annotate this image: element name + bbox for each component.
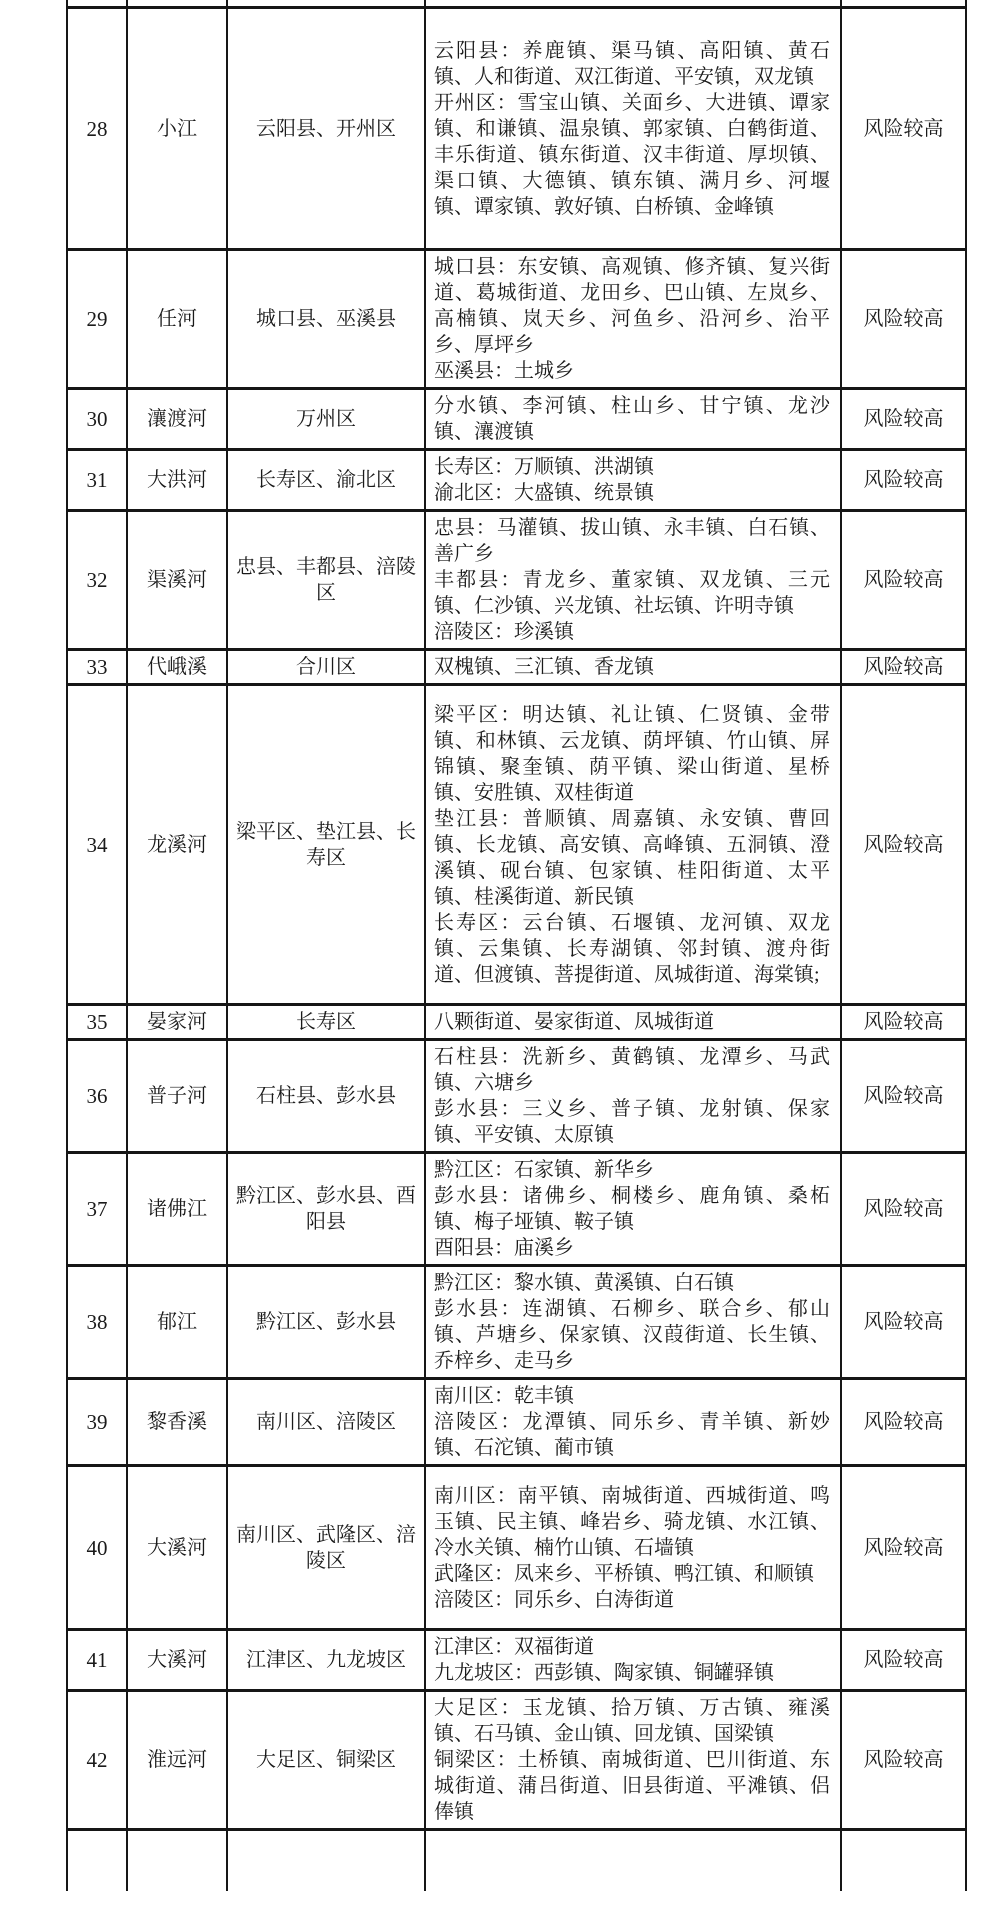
row-number-cell: 39 bbox=[67, 1379, 127, 1466]
risk-level-cell: 风险较高 bbox=[841, 1630, 966, 1691]
row-number-cell: 34 bbox=[67, 685, 127, 1005]
towns-cell bbox=[425, 250, 841, 389]
row-number-cell: 42 bbox=[67, 1691, 127, 1830]
towns-segment: 彭水县：三义乡、普子镇、龙射镇、保家镇、平安镇、太原镇 bbox=[434, 1098, 830, 1146]
towns-segment: 双槐镇、三汇镇、香龙镇 bbox=[434, 656, 654, 678]
towns-cell bbox=[425, 511, 841, 650]
districts-cell: 忠县、丰都县、涪陵区 bbox=[227, 511, 425, 650]
districts-cell: 石柱县、彭水县 bbox=[227, 1040, 425, 1153]
towns-segment: 黔江区：石家镇、新华乡 bbox=[434, 1159, 654, 1181]
districts-cell: 南川区、涪陵区 bbox=[227, 1379, 425, 1466]
clipped-previous-row bbox=[67, 0, 966, 8]
river-name-cell: 小江 bbox=[127, 8, 227, 250]
table-row bbox=[67, 511, 966, 650]
river-name-cell: 代峨溪 bbox=[127, 650, 227, 685]
towns-segment: 长寿区：万顺镇、洪湖镇 bbox=[434, 456, 654, 478]
towns-cell bbox=[425, 389, 841, 450]
risk-level-cell: 风险较高 bbox=[841, 685, 966, 1005]
table-row bbox=[67, 1691, 966, 1830]
risk-level-cell: 风险较高 bbox=[841, 250, 966, 389]
row-number-cell: 37 bbox=[67, 1153, 127, 1266]
towns-segment: 忠县：马灌镇、拔山镇、永丰镇、白石镇、善广乡 bbox=[434, 517, 830, 565]
towns-segment: 黔江区：黎水镇、黄溪镇、白石镇 bbox=[434, 1272, 734, 1294]
towns-cell bbox=[425, 1691, 841, 1830]
risk-level-cell: 风险较高 bbox=[841, 8, 966, 250]
risk-level-cell: 风险较高 bbox=[841, 1466, 966, 1630]
towns-segment: 大足区：玉龙镇、拾万镇、万古镇、雍溪镇、石马镇、金山镇、回龙镇、国梁镇 bbox=[434, 1697, 830, 1745]
table-row bbox=[67, 1040, 966, 1153]
table-row bbox=[67, 250, 966, 389]
districts-cell: 长寿区、渝北区 bbox=[227, 450, 425, 511]
table-row bbox=[67, 1266, 966, 1379]
river-risk-table bbox=[66, 0, 967, 1891]
towns-segment: 云阳县：养鹿镇、渠马镇、高阳镇、黄石镇、人和街道、双江街道、平安镇，双龙镇 bbox=[434, 39, 830, 88]
towns-segment: 江津区：双福街道 bbox=[434, 1636, 594, 1658]
river-name-cell: 黎香溪 bbox=[127, 1379, 227, 1466]
risk-level-cell: 风险较高 bbox=[841, 1379, 966, 1466]
districts-cell: 合川区 bbox=[227, 650, 425, 685]
table-row bbox=[67, 389, 966, 450]
towns-segment: 涪陵区：龙潭镇、同乐乡、青羊镇、新妙镇、石沱镇、蔺市镇 bbox=[434, 1411, 830, 1459]
towns-segment: 彭水县：诸佛乡、桐楼乡、鹿角镇、桑柘镇、梅子垭镇、鞍子镇 bbox=[434, 1185, 830, 1233]
risk-level-cell: 风险较高 bbox=[841, 511, 966, 650]
row-number-cell: 29 bbox=[67, 250, 127, 389]
towns-segment: 酉阳县：庙溪乡 bbox=[434, 1237, 574, 1259]
row-number-cell: 35 bbox=[67, 1005, 127, 1040]
towns-segment: 南川区：南平镇、南城街道、西城街道、鸣玉镇、民主镇、峰岩乡、骑龙镇、水江镇、冷水关镇、楠竹山镇、石墙镇 bbox=[434, 1484, 830, 1559]
towns-cell bbox=[425, 1266, 841, 1379]
risk-level-cell: 风险较高 bbox=[841, 450, 966, 511]
districts-cell: 南川区、武隆区、涪陵区 bbox=[227, 1466, 425, 1630]
risk-level-cell: 风险较高 bbox=[841, 1266, 966, 1379]
towns-segment: 南川区：乾丰镇 bbox=[434, 1385, 574, 1407]
towns-cell bbox=[425, 1466, 841, 1630]
table-row bbox=[67, 1466, 966, 1630]
risk-level-cell: 风险较高 bbox=[841, 389, 966, 450]
towns-segment: 武隆区：凤来乡、平桥镇、鸭江镇、和顺镇 bbox=[434, 1562, 814, 1585]
river-name-cell: 大溪河 bbox=[127, 1630, 227, 1691]
river-name-cell: 淮远河 bbox=[127, 1691, 227, 1830]
districts-cell: 黔江区、彭水县、酉阳县 bbox=[227, 1153, 425, 1266]
towns-cell bbox=[425, 8, 841, 250]
towns-segment: 九龙坡区：西彭镇、陶家镇、铜罐驿镇 bbox=[434, 1662, 774, 1684]
towns-segment: 八颗街道、晏家街道、凤城街道 bbox=[434, 1011, 714, 1033]
river-name-cell: 瀼渡河 bbox=[127, 389, 227, 450]
clipped-next-row bbox=[67, 1830, 966, 1892]
row-number-cell: 38 bbox=[67, 1266, 127, 1379]
river-name-cell: 任河 bbox=[127, 250, 227, 389]
river-name-cell: 郁江 bbox=[127, 1266, 227, 1379]
river-name-cell: 大溪河 bbox=[127, 1466, 227, 1630]
towns-cell bbox=[425, 1153, 841, 1266]
table-row bbox=[67, 650, 966, 685]
towns-segment: 渝北区：大盛镇、统景镇 bbox=[434, 482, 654, 504]
towns-cell bbox=[425, 685, 841, 1005]
row-number-cell: 41 bbox=[67, 1630, 127, 1691]
river-name-cell: 大洪河 bbox=[127, 450, 227, 511]
towns-segment: 丰都县：青龙乡、董家镇、双龙镇、三元镇、仁沙镇、兴龙镇、社坛镇、许明寺镇 bbox=[434, 569, 830, 617]
towns-cell bbox=[425, 1379, 841, 1466]
table-row bbox=[67, 1153, 966, 1266]
towns-segment: 彭水县：连湖镇、石柳乡、联合乡、郁山镇、芦塘乡、保家镇、汉葭街道、长生镇、乔梓乡、走马乡 bbox=[434, 1298, 830, 1372]
towns-cell bbox=[425, 1040, 841, 1153]
towns-segment: 梁平区：明达镇、礼让镇、仁贤镇、金带镇、和林镇、云龙镇、荫坪镇、竹山镇、屏锦镇、聚奎镇、荫平镇、梁山街道、星桥镇、安胜镇、双桂街道 bbox=[434, 703, 830, 804]
row-number-cell: 33 bbox=[67, 650, 127, 685]
table-row bbox=[67, 8, 966, 250]
districts-cell: 云阳县、开州区 bbox=[227, 8, 425, 250]
row-number-cell: 36 bbox=[67, 1040, 127, 1153]
towns-segment: 铜梁区：土桥镇、南城街道、巴川街道、东城街道、蒲吕街道、旧县街道、平滩镇、侣俸镇 bbox=[434, 1749, 830, 1823]
table-row bbox=[67, 1005, 966, 1040]
row-number-cell: 28 bbox=[67, 8, 127, 250]
districts-cell: 大足区、铜梁区 bbox=[227, 1691, 425, 1830]
river-name-cell: 普子河 bbox=[127, 1040, 227, 1153]
row-number-cell: 30 bbox=[67, 389, 127, 450]
river-name-cell: 诸佛江 bbox=[127, 1153, 227, 1266]
towns-segment: 开州区：雪宝山镇、关面乡、大进镇、谭家镇、和谦镇、温泉镇、郭家镇、白鹤街道、丰乐街道、镇东街道、汉丰街道、厚坝镇、渠口镇、大德镇、镇东镇、满月乡、河堰镇、谭家镇、敦好镇、白桥镇、金峰镇 bbox=[434, 91, 830, 218]
towns-segment: 涪陵区：同乐乡、白涛街道 bbox=[434, 1588, 674, 1611]
districts-cell: 梁平区、垫江县、长寿区 bbox=[227, 685, 425, 1005]
districts-cell: 黔江区、彭水县 bbox=[227, 1266, 425, 1379]
towns-segment: 城口县：东安镇、高观镇、修齐镇、复兴街道、葛城街道、龙田乡、巴山镇、左岚乡、高楠镇、岚天乡、河鱼乡、沿河乡、治平乡、厚坪乡 bbox=[434, 256, 830, 356]
risk-level-cell: 风险较高 bbox=[841, 1153, 966, 1266]
risk-level-cell: 风险较高 bbox=[841, 650, 966, 685]
districts-cell: 城口县、巫溪县 bbox=[227, 250, 425, 389]
risk-level-cell: 风险较高 bbox=[841, 1040, 966, 1153]
table-row bbox=[67, 1630, 966, 1691]
table-row bbox=[67, 1379, 966, 1466]
row-number-cell: 32 bbox=[67, 511, 127, 650]
towns-segment: 石柱县：洗新乡、黄鹤镇、龙潭乡、马武镇、六塘乡 bbox=[434, 1046, 830, 1094]
row-number-cell: 40 bbox=[67, 1466, 127, 1630]
river-name-cell: 龙溪河 bbox=[127, 685, 227, 1005]
districts-cell: 长寿区 bbox=[227, 1005, 425, 1040]
table-row bbox=[67, 450, 966, 511]
row-number-cell: 31 bbox=[67, 450, 127, 511]
river-name-cell: 渠溪河 bbox=[127, 511, 227, 650]
towns-segment: 涪陵区：珍溪镇 bbox=[434, 621, 574, 643]
towns-cell bbox=[425, 650, 841, 685]
towns-cell bbox=[425, 450, 841, 511]
towns-cell bbox=[425, 1630, 841, 1691]
towns-segment: 分水镇、李河镇、柱山乡、甘宁镇、龙沙镇、瀼渡镇 bbox=[434, 395, 830, 443]
towns-segment: 巫溪县：土城乡 bbox=[434, 360, 574, 382]
towns-segment: 垫江县：普顺镇、周嘉镇、永安镇、曹回镇、长龙镇、高安镇、高峰镇、五洞镇、澄溪镇、砚台镇、包家镇、桂阳街道、太平镇、桂溪街道、新民镇 bbox=[434, 807, 830, 908]
table-row bbox=[67, 685, 966, 1005]
towns-segment: 长寿区：云台镇、石堰镇、龙河镇、双龙镇、云集镇、长寿湖镇、邻封镇、渡舟街道、但渡镇、菩提街道、凤城街道、海棠镇; bbox=[434, 911, 830, 986]
towns-cell bbox=[425, 1005, 841, 1040]
river-name-cell: 晏家河 bbox=[127, 1005, 227, 1040]
risk-level-cell: 风险较高 bbox=[841, 1691, 966, 1830]
risk-level-cell: 风险较高 bbox=[841, 1005, 966, 1040]
districts-cell: 江津区、九龙坡区 bbox=[227, 1630, 425, 1691]
districts-cell: 万州区 bbox=[227, 389, 425, 450]
